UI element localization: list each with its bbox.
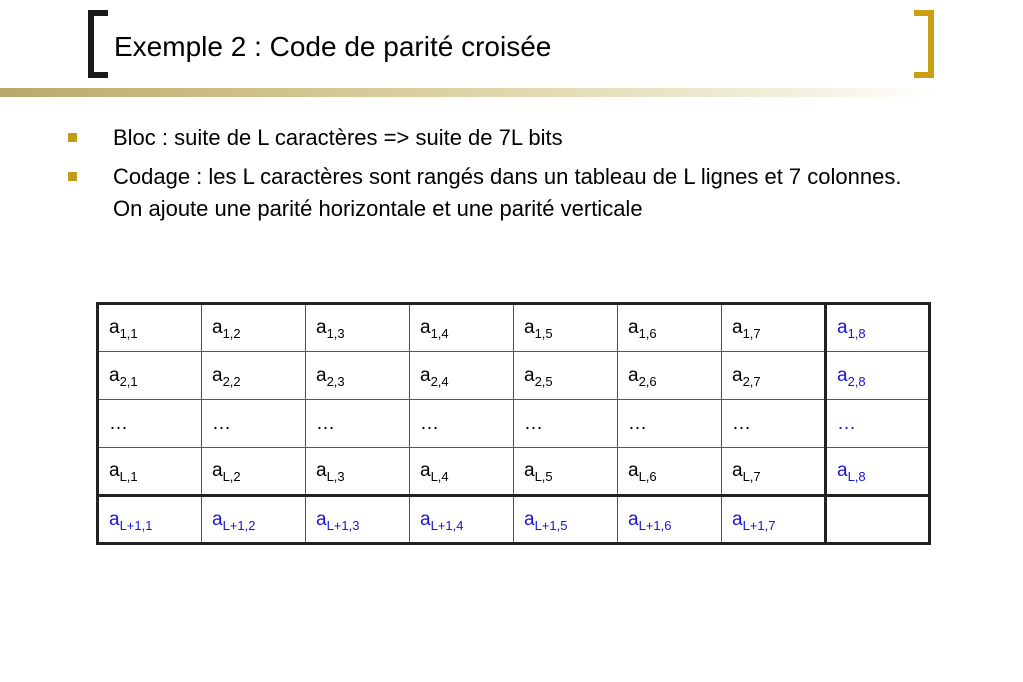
cell-symbol: a: [524, 460, 535, 481]
table-cell: [202, 352, 306, 400]
table-cell: [722, 448, 826, 496]
cell-symbol: a: [109, 508, 120, 530]
cell-subscript: L,7: [742, 469, 761, 484]
cell-subscript: L,2: [222, 469, 241, 484]
cell-subscript: 1,6: [638, 326, 657, 341]
cell-symbol: a: [837, 317, 848, 338]
cell-subscript: 2,7: [742, 373, 761, 389]
cell-subscript: 2,6: [638, 373, 657, 389]
title-underline-bar: [0, 88, 940, 97]
cell-symbol: …: [524, 412, 543, 434]
table-cell: [306, 496, 410, 544]
table-row: [98, 304, 930, 352]
table-cell: [98, 304, 202, 352]
table-cell: [98, 496, 202, 544]
bullet-item: [66, 161, 916, 225]
bullet-item: [66, 122, 916, 154]
table-cell: [618, 352, 722, 400]
table-row: [98, 496, 930, 544]
cell-symbol: a: [628, 508, 639, 530]
cell-subscript: L,5: [534, 469, 553, 484]
cell-subscript: L+1,5: [534, 517, 568, 533]
cell-subscript: 1,5: [534, 326, 553, 341]
table-cell: [722, 352, 826, 400]
cell-symbol: a: [420, 317, 431, 338]
cell-symbol: a: [524, 364, 535, 386]
table-cell: [722, 400, 826, 448]
cell-symbol: a: [524, 508, 535, 530]
table-row: [98, 448, 930, 496]
table-cell: [514, 352, 618, 400]
cell-symbol: a: [316, 364, 327, 386]
cell-symbol: …: [316, 412, 335, 434]
cell-symbol: a: [732, 508, 743, 530]
table-cell: [306, 352, 410, 400]
cell-subscript: L+1,2: [222, 517, 256, 533]
square-bullet-icon: [68, 172, 77, 181]
cell-subscript: L+1,6: [638, 517, 672, 533]
cell-subscript: 1,7: [742, 326, 761, 341]
cell-subscript: L+1,7: [742, 517, 776, 533]
bullet-text: Bloc : suite de L caractères => suite de 7L bits: [113, 125, 563, 150]
table-cell: [410, 400, 514, 448]
table-cell: [826, 448, 930, 496]
cell-subscript: L+1,4: [430, 517, 464, 533]
parity-table: [96, 302, 931, 545]
table-cell: [618, 496, 722, 544]
table-cell: [98, 400, 202, 448]
cell-subscript: L,4: [430, 469, 449, 484]
table-cell: [410, 448, 514, 496]
table-cell: [306, 448, 410, 496]
table-cell: [826, 496, 930, 544]
table-cell: [826, 400, 930, 448]
cell-symbol: a: [524, 317, 535, 338]
cell-symbol: a: [212, 317, 223, 338]
cell-symbol: a: [420, 364, 431, 386]
cell-subscript: 1,4: [430, 326, 449, 341]
right-bracket-decoration: [914, 10, 934, 78]
table-row: [98, 400, 930, 448]
cell-symbol: a: [212, 508, 223, 530]
table-cell: [514, 496, 618, 544]
square-bullet-icon: [68, 133, 77, 142]
table-cell: [306, 400, 410, 448]
table-cell: [722, 496, 826, 544]
table-cell: [202, 304, 306, 352]
cell-symbol: a: [316, 508, 327, 530]
cell-symbol: a: [732, 317, 743, 338]
table-cell: [410, 304, 514, 352]
page-title: Exemple 2 : Code de parité croisée: [114, 31, 552, 62]
cell-symbol: a: [837, 364, 848, 386]
cell-symbol: a: [109, 317, 120, 338]
cell-symbol: …: [420, 412, 439, 434]
cell-subscript: 1,2: [222, 326, 241, 341]
cell-symbol: a: [420, 508, 431, 530]
table-cell: [722, 304, 826, 352]
cell-symbol: a: [316, 317, 327, 338]
table-row: [98, 352, 930, 400]
table-cell: [202, 400, 306, 448]
table-cell: [826, 352, 930, 400]
cell-symbol: …: [212, 412, 231, 434]
cell-symbol: a: [732, 364, 743, 386]
table-cell: [514, 304, 618, 352]
cell-subscript: L+1,1: [119, 517, 153, 533]
cell-subscript: 2,8: [847, 373, 866, 389]
table-cell: [618, 448, 722, 496]
cell-subscript: 2,1: [119, 373, 138, 389]
table-cell: [514, 448, 618, 496]
cell-symbol: a: [628, 364, 639, 386]
cell-symbol: a: [837, 460, 848, 481]
cell-symbol: a: [732, 460, 743, 481]
cell-subscript: L,3: [326, 469, 345, 484]
table-cell: [98, 448, 202, 496]
cell-subscript: L,8: [847, 469, 866, 484]
cell-symbol: …: [628, 412, 647, 434]
cell-symbol: …: [732, 412, 751, 434]
cell-symbol: …: [109, 412, 128, 434]
cell-subscript: 2,2: [222, 373, 241, 389]
table-cell: [306, 304, 410, 352]
bullet-list: [66, 122, 916, 232]
bullet-text: Codage : les L caractères sont rangés dans un tableau de L lignes et 7 colonnes. On ajoute une parité horizontale et une parité verticale: [113, 164, 902, 221]
cell-subscript: L+1,3: [326, 517, 360, 533]
table-cell: [98, 352, 202, 400]
cell-symbol: a: [628, 317, 639, 338]
cell-symbol: a: [212, 460, 223, 481]
table-cell: [410, 352, 514, 400]
cell-subscript: 2,3: [326, 373, 345, 389]
table-cell: [618, 304, 722, 352]
left-bracket-decoration: [88, 10, 108, 78]
cell-subscript: L,6: [638, 469, 657, 484]
table-cell: [826, 304, 930, 352]
cell-subscript: L,1: [119, 469, 138, 484]
table-cell: [514, 400, 618, 448]
cell-symbol: a: [212, 364, 223, 386]
table-cell: [410, 496, 514, 544]
cell-symbol: a: [109, 460, 120, 481]
cell-symbol: a: [109, 364, 120, 386]
cell-symbol: …: [837, 412, 856, 434]
table-cell: [618, 400, 722, 448]
cell-subscript: 2,4: [430, 373, 449, 389]
cell-subscript: 1,3: [326, 326, 345, 341]
cell-symbol: a: [316, 460, 327, 481]
cell-subscript: 1,8: [847, 326, 866, 341]
cell-subscript: 1,1: [119, 326, 138, 341]
table-cell: [202, 496, 306, 544]
cell-symbol: a: [420, 460, 431, 481]
cell-symbol: a: [628, 460, 639, 481]
cell-subscript: 2,5: [534, 373, 553, 389]
table-cell: [202, 448, 306, 496]
